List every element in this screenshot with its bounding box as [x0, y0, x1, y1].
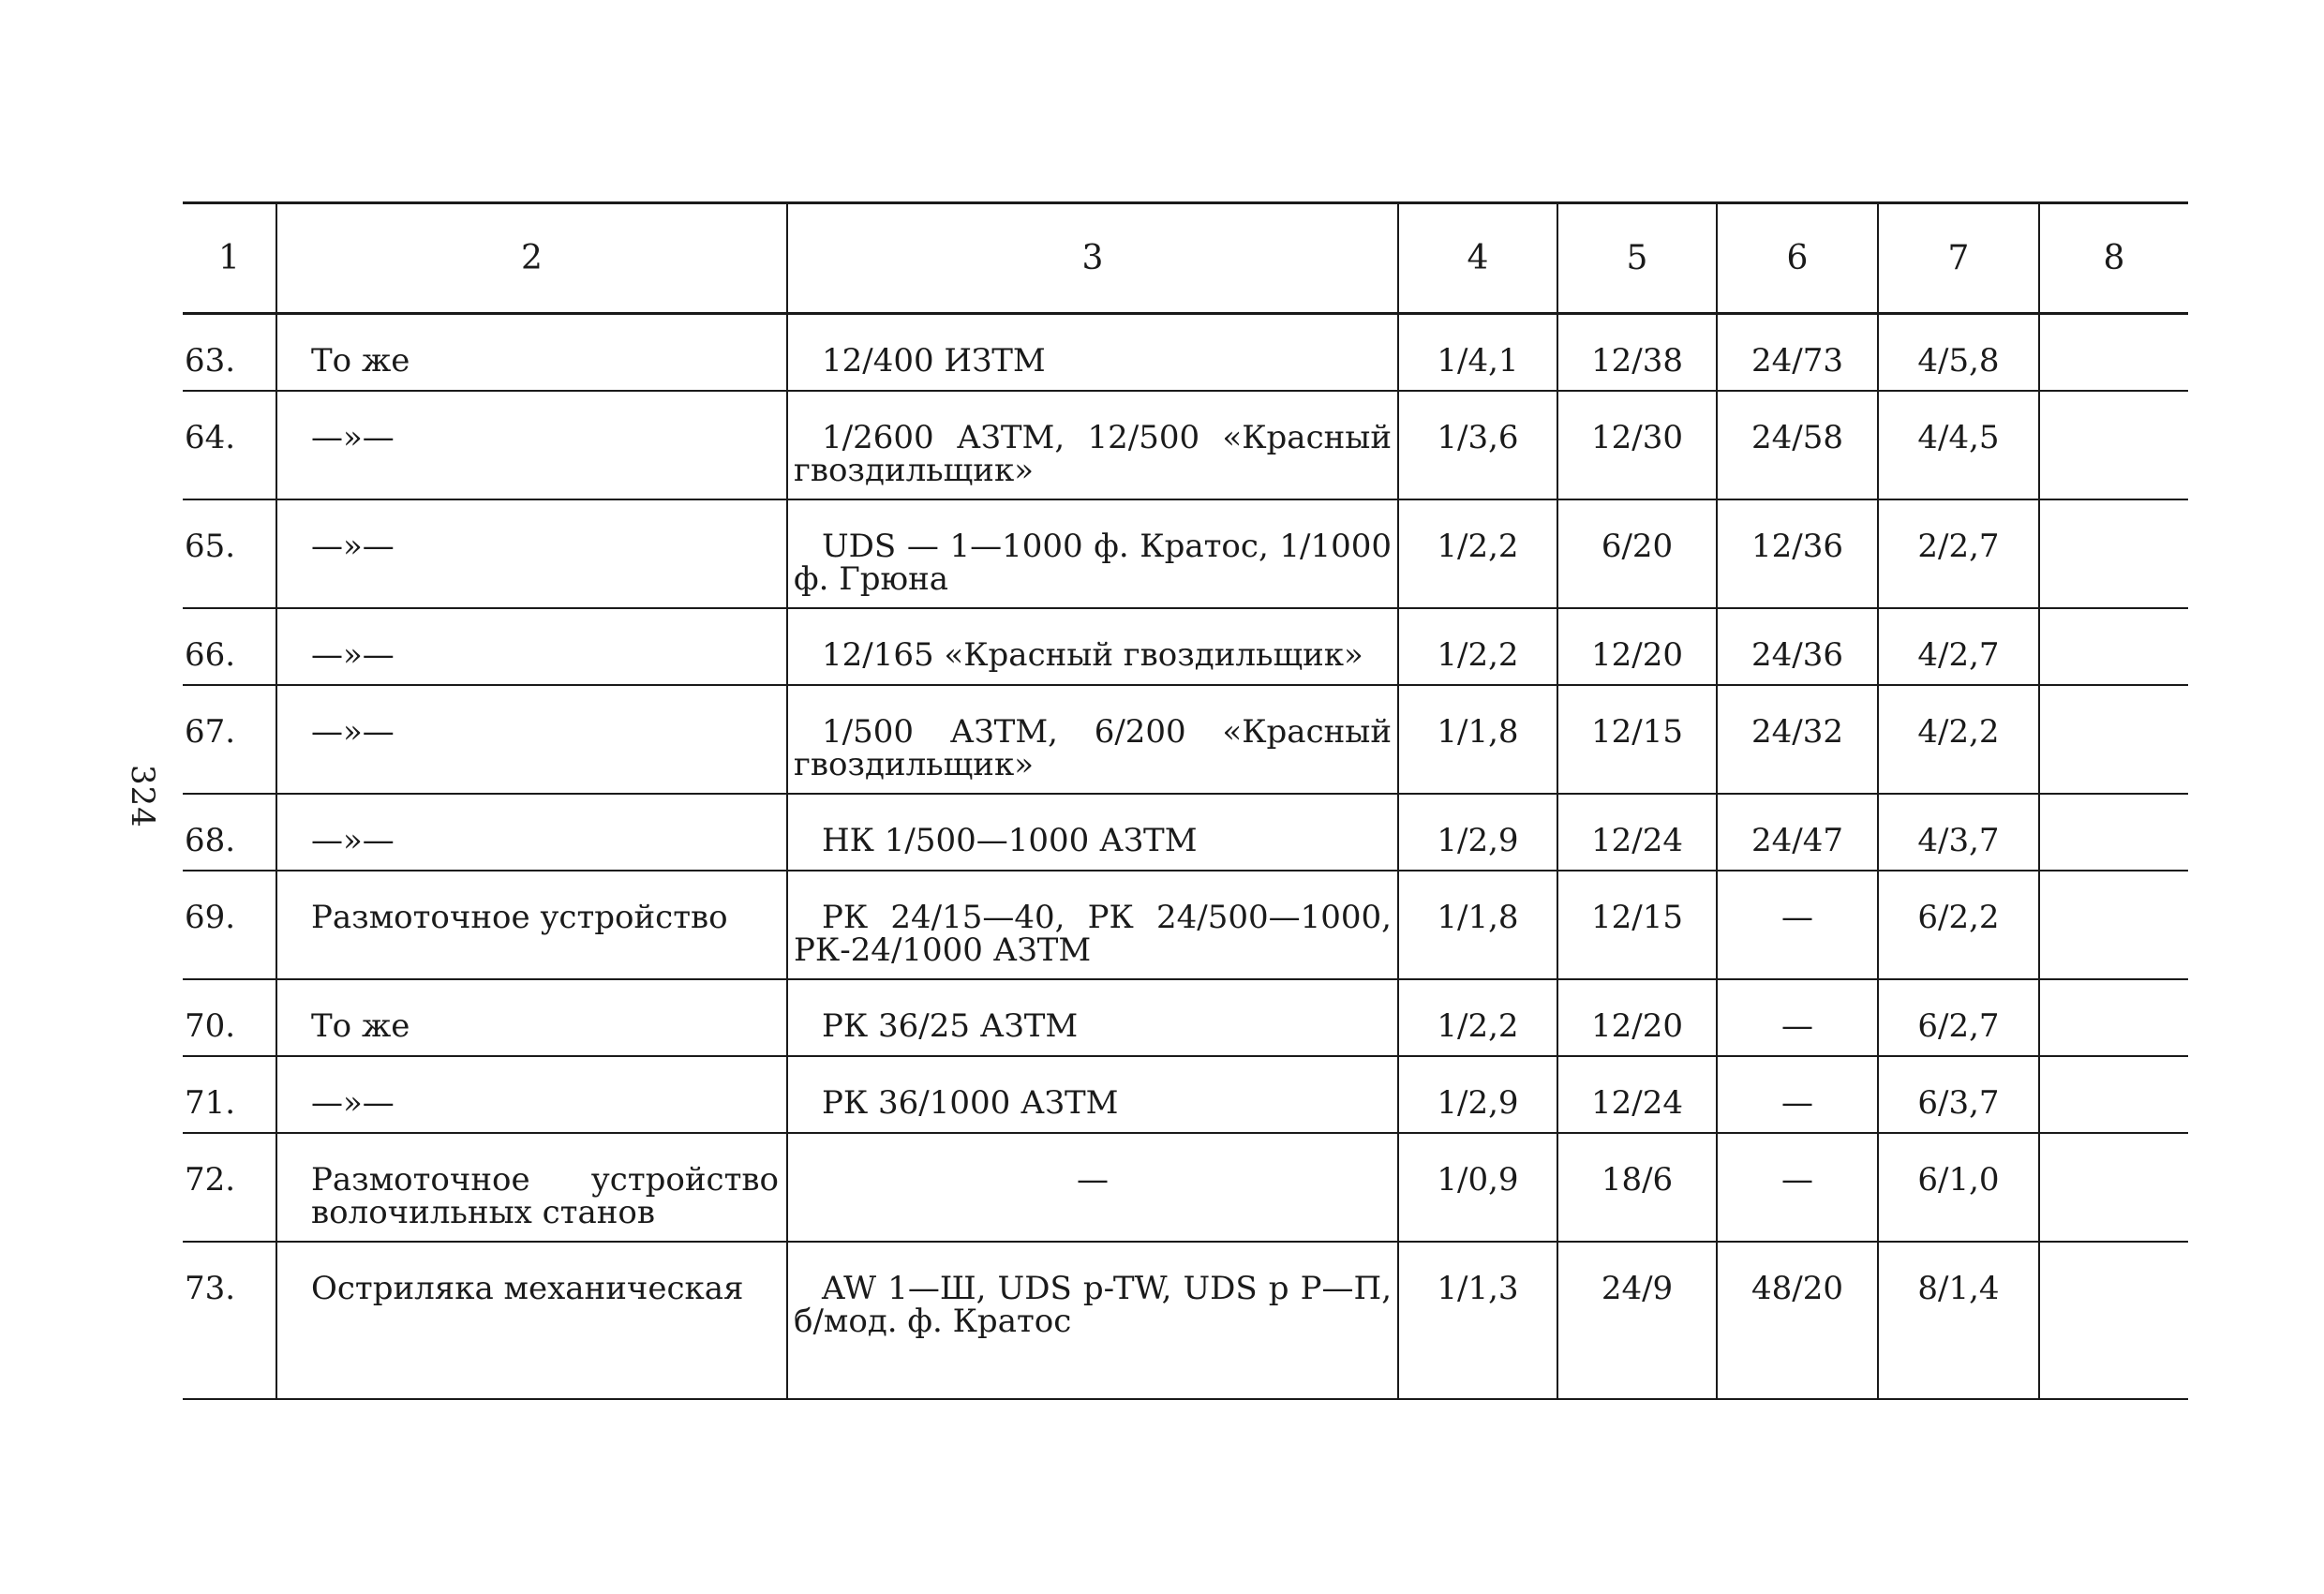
value-col-8	[2039, 391, 2188, 499]
value-col-7: 4/3,7	[1878, 794, 2039, 871]
model-text: 1/2600 АЗТМ, 12/500 «Красный гвоздильщик»	[794, 418, 1392, 489]
row-number: 69.	[183, 871, 276, 979]
value-col-8	[2039, 1133, 2188, 1242]
value-col-6: —	[1717, 1056, 1878, 1133]
value-col-5: 12/15	[1557, 685, 1717, 794]
equipment-name: —»—	[276, 608, 787, 685]
value-col-6: 24/73	[1717, 314, 1878, 391]
value-col-5: 18/6	[1557, 1133, 1717, 1242]
column-header-3: 3	[787, 203, 1398, 314]
value-col-8	[2039, 685, 2188, 794]
value-col-4: 1/2,9	[1398, 794, 1557, 871]
value-col-5: 12/24	[1557, 1056, 1717, 1133]
table-header-row	[183, 203, 2188, 314]
value-col-6: 48/20	[1717, 1242, 1878, 1399]
value-col-4: 1/1,8	[1398, 871, 1557, 979]
equipment-model	[787, 871, 1398, 979]
row-number: 71.	[183, 1056, 276, 1133]
value-col-4: 1/2,2	[1398, 979, 1557, 1056]
table-row	[183, 794, 2188, 871]
table-row	[183, 871, 2188, 979]
equipment-model	[787, 1242, 1398, 1399]
equipment-model	[787, 1056, 1398, 1133]
value-col-6: —	[1717, 871, 1878, 979]
model-text: 1/500 АЗТМ, 6/200 «Красный гвоздильщик»	[794, 712, 1392, 783]
model-text: РК 36/25 АЗТМ	[822, 1006, 1079, 1045]
row-number: 68.	[183, 794, 276, 871]
equipment-model	[787, 1133, 1398, 1242]
equipment-model	[787, 608, 1398, 685]
row-number: 67.	[183, 685, 276, 794]
model-text: 12/165 «Красный гвоздильщик»	[822, 635, 1363, 674]
value-col-5: 12/30	[1557, 391, 1717, 499]
page-number: 324	[123, 765, 161, 828]
equipment-name: То же	[276, 979, 787, 1056]
column-header-8: 8	[2039, 203, 2188, 314]
column-header-6: 6	[1717, 203, 1878, 314]
equipment-name: Размоточное устройство	[276, 871, 787, 979]
value-col-8	[2039, 794, 2188, 871]
value-col-6: 24/36	[1717, 608, 1878, 685]
row-number: 70.	[183, 979, 276, 1056]
equipment-model	[787, 499, 1398, 608]
row-number: 66.	[183, 608, 276, 685]
equipment-name: —»—	[276, 499, 787, 608]
value-col-5: 12/20	[1557, 608, 1717, 685]
value-col-8	[2039, 979, 2188, 1056]
row-number: 63.	[183, 314, 276, 391]
value-col-4: 1/2,2	[1398, 608, 1557, 685]
value-col-4: 1/4,1	[1398, 314, 1557, 391]
equipment-name: —»—	[276, 685, 787, 794]
model-text: РК 36/1000 АЗТМ	[822, 1083, 1119, 1122]
value-col-8	[2039, 871, 2188, 979]
table-row	[183, 1056, 2188, 1133]
model-text: НК 1/500—1000 АЗТМ	[822, 821, 1198, 859]
equipment-name: Остриляка механическая	[276, 1242, 787, 1399]
value-col-5: 12/24	[1557, 794, 1717, 871]
table-row	[183, 608, 2188, 685]
column-header-7: 7	[1878, 203, 2039, 314]
model-text: AW 1—Ш, UDS p-TW, UDS p Р—П, б/мод. ф. Кратос	[794, 1269, 1392, 1340]
equipment-name: Размоточное устройство волочильных станов	[276, 1133, 787, 1242]
value-col-4: 1/0,9	[1398, 1133, 1557, 1242]
value-col-5: 12/15	[1557, 871, 1717, 979]
table-row	[183, 314, 2188, 391]
column-header-5: 5	[1557, 203, 1717, 314]
table-row	[183, 391, 2188, 499]
row-number: 73.	[183, 1242, 276, 1399]
value-col-6: 24/32	[1717, 685, 1878, 794]
value-col-5: 12/20	[1557, 979, 1717, 1056]
model-text: —	[1077, 1160, 1109, 1199]
equipment-model	[787, 794, 1398, 871]
value-col-7: 4/2,2	[1878, 685, 2039, 794]
table-row	[183, 499, 2188, 608]
row-number: 72.	[183, 1133, 276, 1242]
value-col-4: 1/2,2	[1398, 499, 1557, 608]
column-header-2: 2	[276, 203, 787, 314]
value-col-8	[2039, 499, 2188, 608]
value-col-5: 6/20	[1557, 499, 1717, 608]
value-col-6: —	[1717, 1133, 1878, 1242]
value-col-7: 8/1,4	[1878, 1242, 2039, 1399]
equipment-name: —»—	[276, 391, 787, 499]
row-number: 64.	[183, 391, 276, 499]
value-col-8	[2039, 1242, 2188, 1399]
equipment-model	[787, 979, 1398, 1056]
value-col-7: 6/3,7	[1878, 1056, 2039, 1133]
value-col-7: 4/5,8	[1878, 314, 2039, 391]
value-col-6: —	[1717, 979, 1878, 1056]
table-row	[183, 685, 2188, 794]
column-header-4: 4	[1398, 203, 1557, 314]
value-col-6: 24/58	[1717, 391, 1878, 499]
equipment-name: —»—	[276, 1056, 787, 1133]
equipment-name: То же	[276, 314, 787, 391]
equipment-name: —»—	[276, 794, 787, 871]
value-col-5: 12/38	[1557, 314, 1717, 391]
value-col-5: 24/9	[1557, 1242, 1717, 1399]
value-col-7: 4/2,7	[1878, 608, 2039, 685]
row-number: 65.	[183, 499, 276, 608]
value-col-4: 1/2,9	[1398, 1056, 1557, 1133]
value-col-8	[2039, 608, 2188, 685]
model-text: 12/400 ИЗТМ	[822, 342, 1046, 380]
value-col-8	[2039, 1056, 2188, 1133]
model-text: РК 24/15—40, РК 24/500—1000, РК-24/1000 АЗТМ	[794, 898, 1392, 969]
equipment-model	[787, 314, 1398, 391]
value-col-4: 1/3,6	[1398, 391, 1557, 499]
value-col-7: 6/2,2	[1878, 871, 2039, 979]
value-col-7: 6/1,0	[1878, 1133, 2039, 1242]
table-row	[183, 979, 2188, 1056]
table-row	[183, 1133, 2188, 1242]
value-col-4: 1/1,3	[1398, 1242, 1557, 1399]
value-col-6: 24/47	[1717, 794, 1878, 871]
value-col-7: 2/2,7	[1878, 499, 2039, 608]
value-col-8	[2039, 314, 2188, 391]
value-col-7: 6/2,7	[1878, 979, 2039, 1056]
equipment-model	[787, 685, 1398, 794]
value-col-6: 12/36	[1717, 499, 1878, 608]
model-text: UDS — 1—1000 ф. Кратос, 1/1000 ф. Грюна	[794, 527, 1392, 598]
value-col-7: 4/4,5	[1878, 391, 2039, 499]
value-col-4: 1/1,8	[1398, 685, 1557, 794]
equipment-table	[183, 201, 2188, 1400]
equipment-model	[787, 391, 1398, 499]
table-row	[183, 1242, 2188, 1399]
column-header-1: 1	[183, 203, 276, 314]
